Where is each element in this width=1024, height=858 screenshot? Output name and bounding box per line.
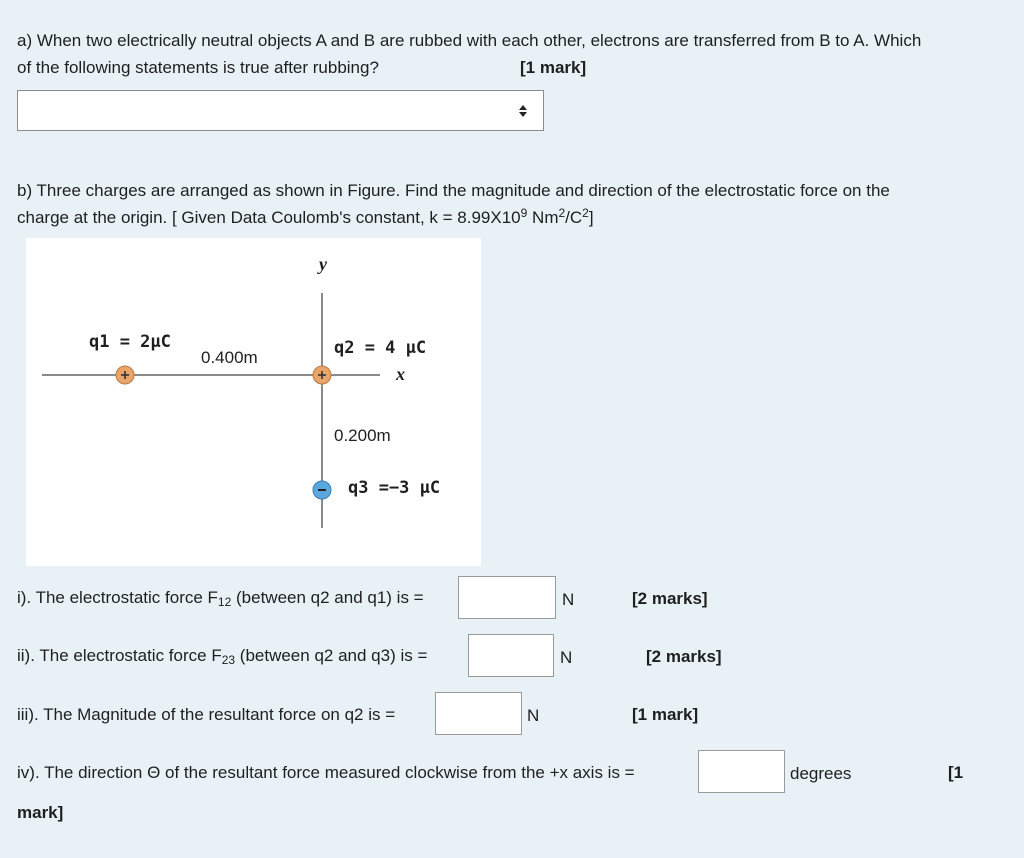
question-b-line2: charge at the origin. [ Given Data Coulomb's constant, $k = 8.99X10^9$ $Nm^2/C^2$] — [17, 206, 594, 227]
part-i-marks: [2 marks] — [632, 589, 708, 608]
part-ii-marks: [2 marks] — [646, 647, 722, 666]
y-distance-label: 0.200m — [334, 426, 391, 445]
question-a-line1: a) When two electrically neutral objects A and B are rubbed with each other, electrons are transferred from B to A. Which — [17, 31, 922, 50]
answer-dropdown[interactable] — [17, 90, 544, 131]
q1-charge-marker — [116, 366, 134, 384]
q3-charge-marker — [313, 481, 331, 499]
q3-label: q3 =−3 μC — [348, 478, 441, 498]
part-iii-text: iii). The Magnitude of the resultant force on q2 is = — [17, 705, 396, 724]
part-iv-answer-input[interactable] — [698, 750, 785, 793]
charge-arrangement-figure — [26, 238, 481, 566]
question-a-marks: [1 mark] — [520, 58, 587, 77]
x-distance-label: 0.400m — [201, 348, 258, 367]
part-ii-unit: N — [560, 648, 573, 667]
y-axis-label: y — [319, 254, 327, 274]
part-iv-text: iv). The direction Θ of the resultant force measured clockwise from the +x axis is = — [17, 763, 635, 782]
figure-axes — [26, 238, 481, 566]
part-i-answer-input[interactable] — [458, 576, 556, 619]
part-iii-answer-input[interactable] — [435, 692, 522, 735]
part-i-unit: N — [562, 590, 575, 609]
q2-charge-marker — [313, 366, 331, 384]
part-ii-answer-input[interactable] — [468, 634, 554, 677]
part-iv-marks: [1 — [948, 763, 964, 782]
dropdown-arrows-icon — [519, 102, 527, 120]
q1-label: q1 = 2μC — [89, 332, 171, 352]
part-iv-unit: degrees — [790, 764, 852, 783]
part-i-text: i). The electrostatic force $F_{12}$ (between q2 and q1) is = — [17, 588, 424, 609]
question-a-line2: of the following statements is true after rubbing? — [17, 58, 379, 77]
x-axis-label: x — [396, 364, 405, 384]
question-b-line1: b) Three charges are arranged as shown in Figure. Find the magnitude and direction of the electrostatic force on the — [17, 181, 890, 200]
q2-label: q2 = 4 μC — [334, 338, 427, 358]
part-ii-text: ii). The electrostatic force $F_{23}$ (between q2 and q3) is = — [17, 646, 428, 667]
part-iv-marks-continued: mark] — [17, 803, 64, 822]
part-iii-marks: [1 mark] — [632, 705, 699, 724]
part-iii-unit: N — [527, 706, 540, 725]
